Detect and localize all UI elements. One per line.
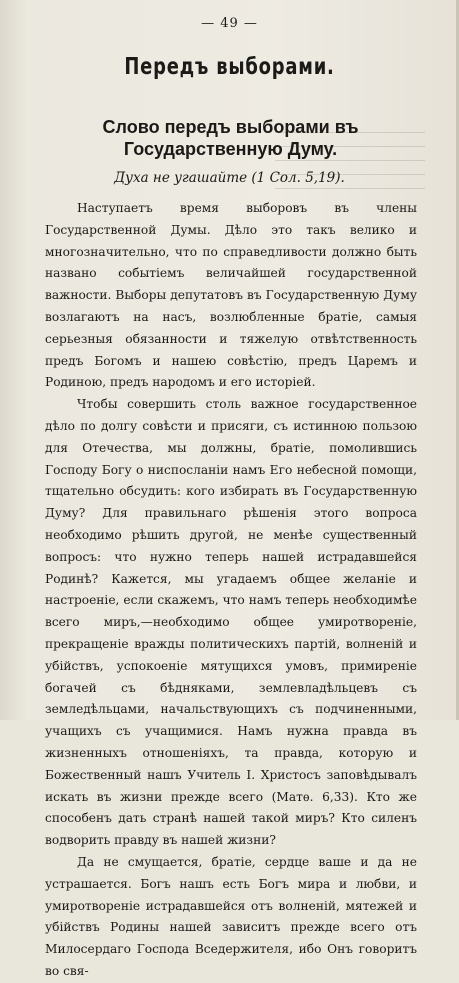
- article-body: [45, 198, 417, 983]
- paragraph: Да не смущается, братіе, сердце ваше и да не устрашается. Богъ нашъ есть Богъ мира и любви, и умиротвореніе истрадавшейся отъ волненій, мятежей и убійствъ Родины нашей зависитъ прежде всего отъ Милосердаго Господа Вседержителя, ибо Онъ говоритъ во свя-: [45, 854, 417, 978]
- page-number: — 49 —: [201, 16, 258, 31]
- paragraph: Чтобы совершить столь важное государственное дѣло по долгу совѣсти и присяги, съ истинною пользою для Отечества, мы должны, братіе, помолившись Господу Богу о ниспосланіи намъ Его небесной помощи, тщательно обсудить: кого избирать въ Государственную Думу? Для правильнаго рѣшенія этого вопроса необходимо рѣшить другой, не менѣе существенный вопросъ: что нужно теперь нашей истрадавшейся Родинѣ? Кажется, мы угадаемъ общее желаніе и настроеніе, если скажемъ, что намъ теперь необходимѣе всего миръ,—необходимо общее умиротвореніе, прекращеніе вражды политическихъ партій, волненій и убійствъ, успокоеніе мятущихся умовъ, примиреніе богачей съ бѣдняками, землевладѣльцевъ съ земледѣльцами, начальствующихъ съ подчиненными, учащихъ съ учащимися. Намъ нужна правда въ жизненныхъ отношеніяхъ, та правда, которую и Божественный нашъ Учитель І. Христосъ заповѣдывалъ искать въ жизни прежде всего (Матѳ. 6,33). Кто же способенъ дать странѣ нашей такой миръ? Кто силенъ водворить правду въ нашей жизни?: [45, 397, 417, 848]
- paragraph: Наступаетъ время выборовъ въ члены Государственной Думы. Дѣло это такъ велико и многозначительно, что по справедливости должно быть названо событіемъ величайшей государственной важности. Выборы депутатовъ въ Государственную Думу возлагаютъ на насъ, возлюбленные братіе, самыя серьезныя обязанности и тяжелую отвѣтственность предъ Богомъ и нашею совѣстію, предъ Царемъ и Родиною, предъ народомъ и его исторіей.: [45, 201, 417, 390]
- article-title: Слово передъ выборами въ Государственную Думу.: [102, 117, 359, 159]
- epigraph: Духа не угашайте (1 Сол. 5,19).: [114, 170, 345, 186]
- section-heading: Передъ выборами.: [124, 54, 335, 80]
